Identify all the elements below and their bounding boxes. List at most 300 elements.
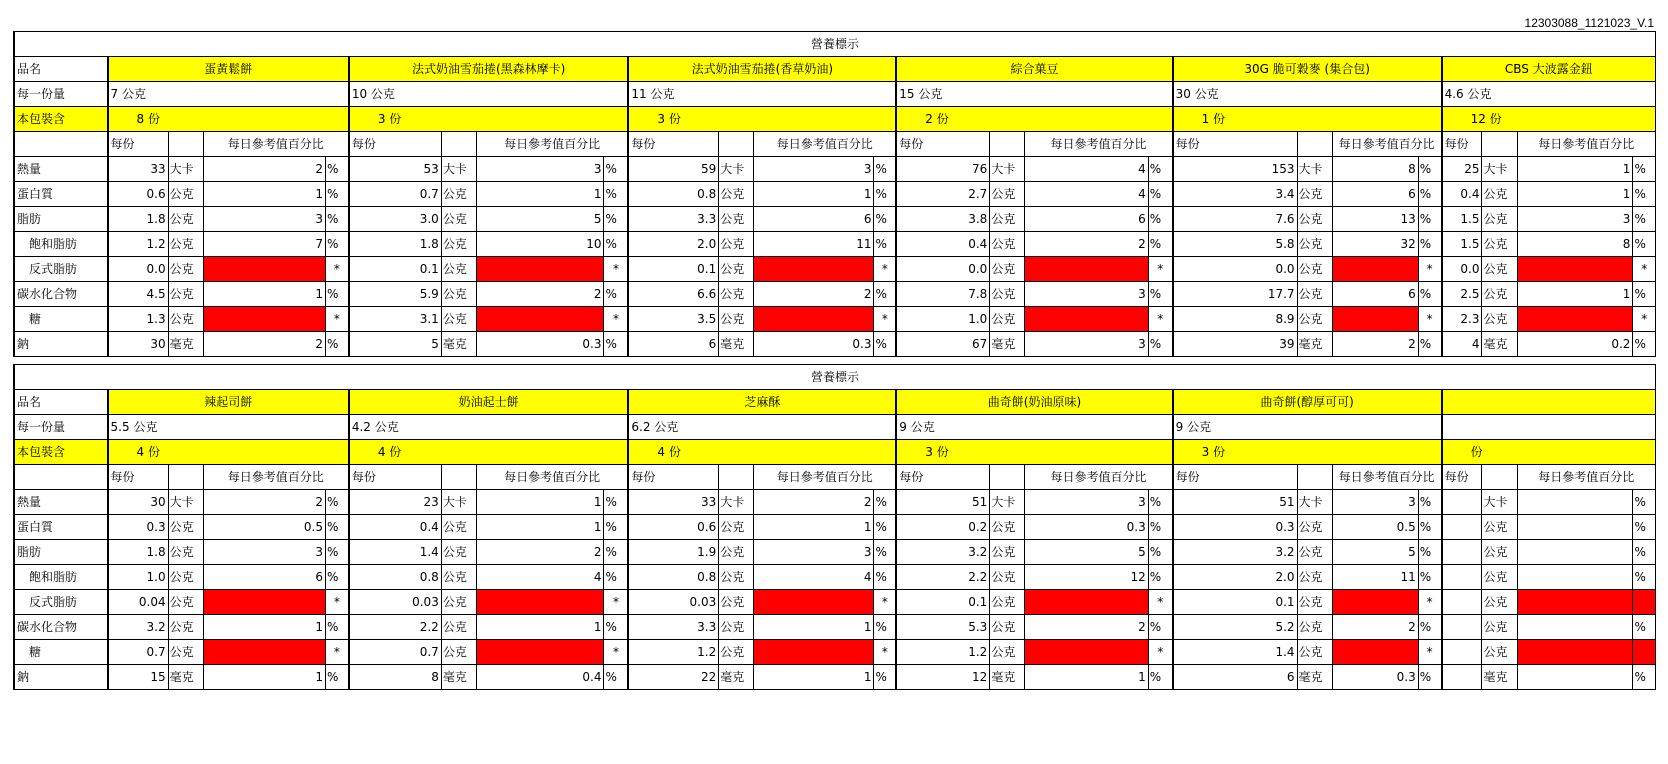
unit-header-blank bbox=[990, 132, 1025, 157]
nutrient-unit: 大卡 bbox=[441, 490, 476, 515]
header-blank bbox=[14, 132, 108, 157]
no-daily-value-fill bbox=[754, 257, 874, 282]
per-serving-header: 每份 bbox=[349, 465, 441, 490]
nutrient-value: 39 bbox=[1173, 332, 1297, 357]
daily-value-percent: 1 bbox=[1517, 157, 1633, 182]
nutrient-unit: 公克 bbox=[1482, 282, 1517, 307]
row-label-name: 品名 bbox=[14, 57, 108, 82]
nutrient-value: 3.8 bbox=[896, 207, 990, 232]
nutrient-value: 0.7 bbox=[108, 640, 169, 665]
nutrient-value: 1.5 bbox=[1442, 232, 1482, 257]
daily-value-header: 每日參考值百分比 bbox=[1517, 465, 1655, 490]
daily-value-percent: 1 bbox=[476, 515, 604, 540]
percent-sign: % bbox=[874, 157, 896, 182]
nutrient-value: 0.6 bbox=[108, 182, 169, 207]
nutrient-value: 33 bbox=[108, 157, 169, 182]
nutrient-label: 脂肪 bbox=[14, 540, 108, 565]
nutrient-unit: 毫克 bbox=[441, 332, 476, 357]
no-daily-value-fill bbox=[476, 307, 604, 332]
product-name: 法式奶油雪茄捲(黑森林摩卡) bbox=[349, 57, 629, 82]
nutrient-unit: 毫克 bbox=[990, 665, 1025, 690]
product-name: 曲奇餅(醇厚可可) bbox=[1173, 390, 1442, 415]
no-daily-value-fill bbox=[476, 640, 604, 665]
row-label-serving-size: 每一份量 bbox=[14, 82, 108, 107]
no-daily-value-mark: * bbox=[604, 640, 628, 665]
serving-size: 30 公克 bbox=[1173, 82, 1442, 107]
percent-sign: % bbox=[604, 565, 628, 590]
nutrient-value: 51 bbox=[896, 490, 990, 515]
unit-header-blank bbox=[1297, 132, 1332, 157]
no-daily-value-fill bbox=[1332, 257, 1418, 282]
per-serving-header: 每份 bbox=[628, 132, 718, 157]
servings-per-pack: 4 份 bbox=[108, 440, 349, 465]
nutrient-value: 6.6 bbox=[628, 282, 718, 307]
percent-sign: % bbox=[325, 615, 348, 640]
product-name: 曲奇餅(奶油原味) bbox=[896, 390, 1172, 415]
daily-value-percent bbox=[1517, 540, 1633, 565]
no-daily-value-fill bbox=[1025, 257, 1148, 282]
nutrient-value: 2.3 bbox=[1442, 307, 1482, 332]
nutrient-unit: 公克 bbox=[990, 615, 1025, 640]
nutrient-unit: 公克 bbox=[719, 257, 754, 282]
percent-sign: % bbox=[325, 665, 348, 690]
percent-sign: % bbox=[1418, 232, 1441, 257]
nutrient-value: 0.2 bbox=[896, 515, 990, 540]
no-daily-value-fill bbox=[203, 307, 325, 332]
percent-sign: % bbox=[1418, 157, 1441, 182]
unit-header-blank bbox=[441, 465, 476, 490]
no-daily-value-fill bbox=[1517, 640, 1633, 665]
daily-value-percent: 2 bbox=[754, 490, 874, 515]
nutrient-unit: 公克 bbox=[990, 307, 1025, 332]
serving-size: 7 公克 bbox=[108, 82, 349, 107]
nutrient-unit: 大卡 bbox=[990, 157, 1025, 182]
no-daily-value-fill bbox=[1332, 640, 1418, 665]
no-daily-value-fill bbox=[203, 640, 325, 665]
per-serving-header: 每份 bbox=[349, 132, 441, 157]
nutrient-unit: 公克 bbox=[1297, 590, 1332, 615]
nutrient-unit: 公克 bbox=[990, 590, 1025, 615]
nutrient-unit: 毫克 bbox=[1482, 665, 1517, 690]
no-daily-value-mark: * bbox=[1148, 307, 1172, 332]
product-name bbox=[1442, 390, 1656, 415]
servings-per-pack: 3 份 bbox=[1173, 440, 1442, 465]
nutrient-value: 1.4 bbox=[349, 540, 441, 565]
daily-value-header: 每日參考值百分比 bbox=[476, 132, 628, 157]
percent-sign: % bbox=[604, 540, 628, 565]
daily-value-percent: 0.4 bbox=[476, 665, 604, 690]
nutrient-unit: 公克 bbox=[719, 565, 754, 590]
nutrient-value: 3.5 bbox=[628, 307, 718, 332]
nutrient-label: 鈉 bbox=[14, 332, 108, 357]
nutrient-value: 0.04 bbox=[108, 590, 169, 615]
per-serving-header: 每份 bbox=[1173, 465, 1297, 490]
nutrient-value: 1.5 bbox=[1442, 207, 1482, 232]
serving-size: 5.5 公克 bbox=[108, 415, 349, 440]
daily-value-percent: 3 bbox=[1517, 207, 1633, 232]
no-daily-value-mark: * bbox=[325, 590, 348, 615]
unit-header-blank bbox=[1482, 132, 1517, 157]
nutrient-unit: 公克 bbox=[1482, 640, 1517, 665]
serving-size: 4.2 公克 bbox=[349, 415, 629, 440]
nutrient-unit: 公克 bbox=[990, 207, 1025, 232]
nutrient-unit: 公克 bbox=[990, 282, 1025, 307]
daily-value-percent: 11 bbox=[754, 232, 874, 257]
product-name: 綜合菓豆 bbox=[896, 57, 1172, 82]
daily-value-percent: 0.3 bbox=[754, 332, 874, 357]
nutrient-label: 脂肪 bbox=[14, 207, 108, 232]
daily-value-percent: 3 bbox=[754, 540, 874, 565]
percent-sign: % bbox=[1418, 540, 1441, 565]
no-daily-value-fill bbox=[476, 257, 604, 282]
nutrient-value: 1.4 bbox=[1173, 640, 1297, 665]
nutrient-unit: 公克 bbox=[1482, 257, 1517, 282]
servings-per-pack: 3 份 bbox=[349, 107, 629, 132]
daily-value-percent: 5 bbox=[1025, 540, 1148, 565]
no-daily-value-mark: * bbox=[874, 307, 896, 332]
nutrient-unit: 公克 bbox=[1482, 232, 1517, 257]
nutrient-unit: 公克 bbox=[441, 232, 476, 257]
nutrient-unit: 公克 bbox=[441, 565, 476, 590]
daily-value-percent: 1 bbox=[754, 665, 874, 690]
nutrient-value: 59 bbox=[628, 157, 718, 182]
daily-value-percent: 6 bbox=[1332, 282, 1418, 307]
no-daily-value-mark: * bbox=[604, 257, 628, 282]
nutrient-value: 33 bbox=[628, 490, 718, 515]
nutrient-unit: 公克 bbox=[990, 515, 1025, 540]
nutrient-value: 76 bbox=[896, 157, 990, 182]
daily-value-percent: 1 bbox=[476, 490, 604, 515]
percent-sign: % bbox=[604, 490, 628, 515]
no-daily-value-mark: * bbox=[1633, 257, 1656, 282]
nutrient-unit: 公克 bbox=[719, 307, 754, 332]
daily-value-percent: 2 bbox=[203, 332, 325, 357]
nutrient-value: 17.7 bbox=[1173, 282, 1297, 307]
percent-sign: % bbox=[1633, 157, 1656, 182]
daily-value-percent: 1 bbox=[1517, 282, 1633, 307]
daily-value-percent: 2 bbox=[1332, 332, 1418, 357]
daily-value-percent: 1 bbox=[1025, 665, 1148, 690]
unit-header-blank bbox=[168, 465, 203, 490]
nutrient-value: 15 bbox=[108, 665, 169, 690]
daily-value-percent: 1 bbox=[203, 665, 325, 690]
daily-value-percent: 3 bbox=[1025, 490, 1148, 515]
percent-sign: % bbox=[1633, 540, 1656, 565]
nutrient-value: 4 bbox=[1442, 332, 1482, 357]
daily-value-percent: 1 bbox=[203, 282, 325, 307]
nutrient-unit: 公克 bbox=[990, 232, 1025, 257]
per-serving-header: 每份 bbox=[896, 465, 990, 490]
nutrition-table-1 bbox=[13, 31, 1656, 357]
no-daily-value-mark: * bbox=[325, 307, 348, 332]
daily-value-percent: 5 bbox=[476, 207, 604, 232]
nutrient-unit: 公克 bbox=[719, 590, 754, 615]
product-name: 30G 脆可穀麥 (集合包) bbox=[1173, 57, 1442, 82]
percent-sign: % bbox=[1148, 565, 1172, 590]
daily-value-percent: 3 bbox=[203, 207, 325, 232]
unit-header-blank bbox=[441, 132, 476, 157]
product-name: 芝麻酥 bbox=[628, 390, 896, 415]
percent-sign: % bbox=[874, 282, 896, 307]
daily-value-header: 每日參考值百分比 bbox=[1332, 465, 1441, 490]
nutrient-value: 2.0 bbox=[628, 232, 718, 257]
nutrient-unit: 公克 bbox=[441, 615, 476, 640]
percent-sign: % bbox=[1418, 615, 1441, 640]
daily-value-percent: 10 bbox=[476, 232, 604, 257]
nutrient-unit: 大卡 bbox=[168, 157, 203, 182]
nutrient-unit: 公克 bbox=[168, 615, 203, 640]
percent-sign: % bbox=[1418, 515, 1441, 540]
percent-sign: % bbox=[325, 332, 348, 357]
daily-value-percent: 1 bbox=[754, 182, 874, 207]
nutrient-unit: 公克 bbox=[441, 207, 476, 232]
product-name: CBS 大波露金鈕 bbox=[1442, 57, 1656, 82]
percent-sign: % bbox=[325, 232, 348, 257]
nutrient-value: 1.2 bbox=[108, 232, 169, 257]
nutrient-value bbox=[1442, 540, 1482, 565]
percent-sign: % bbox=[325, 282, 348, 307]
no-daily-value-mark: * bbox=[325, 257, 348, 282]
percent-sign: % bbox=[1633, 490, 1656, 515]
nutrient-value: 5.2 bbox=[1173, 615, 1297, 640]
no-daily-value-mark: * bbox=[604, 590, 628, 615]
nutrient-unit: 公克 bbox=[990, 565, 1025, 590]
percent-sign: % bbox=[874, 665, 896, 690]
nutrient-unit: 公克 bbox=[441, 182, 476, 207]
nutrient-value: 25 bbox=[1442, 157, 1482, 182]
nutrient-unit: 公克 bbox=[1297, 615, 1332, 640]
nutrient-value: 1.8 bbox=[108, 207, 169, 232]
nutrient-value: 1.8 bbox=[108, 540, 169, 565]
daily-value-percent: 12 bbox=[1025, 565, 1148, 590]
nutrient-unit: 大卡 bbox=[1482, 157, 1517, 182]
nutrient-unit: 公克 bbox=[990, 182, 1025, 207]
no-daily-value-mark: * bbox=[325, 640, 348, 665]
unit-header-blank bbox=[168, 132, 203, 157]
nutrient-unit: 公克 bbox=[1482, 565, 1517, 590]
nutrient-value: 5.3 bbox=[896, 615, 990, 640]
nutrient-unit: 公克 bbox=[168, 540, 203, 565]
daily-value-percent: 2 bbox=[754, 282, 874, 307]
nutrient-unit: 毫克 bbox=[1482, 332, 1517, 357]
nutrient-unit: 公克 bbox=[1482, 182, 1517, 207]
nutrient-value: 153 bbox=[1173, 157, 1297, 182]
product-name: 辣起司餅 bbox=[108, 390, 349, 415]
percent-sign: % bbox=[1148, 490, 1172, 515]
nutrient-unit: 公克 bbox=[1297, 232, 1332, 257]
no-daily-value-fill bbox=[1332, 307, 1418, 332]
percent-sign: % bbox=[1633, 665, 1656, 690]
nutrient-unit: 毫克 bbox=[441, 665, 476, 690]
servings-per-pack: 份 bbox=[1442, 440, 1656, 465]
daily-value-percent: 0.3 bbox=[1332, 665, 1418, 690]
percent-sign: % bbox=[1633, 207, 1656, 232]
nutrient-value: 22 bbox=[628, 665, 718, 690]
daily-value-percent: 13 bbox=[1332, 207, 1418, 232]
percent-sign: % bbox=[1148, 182, 1172, 207]
daily-value-percent: 2 bbox=[203, 157, 325, 182]
nutrient-unit: 公克 bbox=[168, 307, 203, 332]
nutrient-unit: 大卡 bbox=[168, 490, 203, 515]
nutrient-value: 30 bbox=[108, 332, 169, 357]
nutrient-value: 51 bbox=[1173, 490, 1297, 515]
percent-sign: % bbox=[1633, 282, 1656, 307]
section-title: 營養標示 bbox=[14, 365, 1656, 390]
nutrient-value: 2.2 bbox=[896, 565, 990, 590]
percent-sign: % bbox=[874, 182, 896, 207]
nutrient-value: 3.3 bbox=[628, 207, 718, 232]
servings-per-pack: 12 份 bbox=[1442, 107, 1656, 132]
daily-value-percent: 1 bbox=[476, 182, 604, 207]
no-daily-value-mark: * bbox=[874, 590, 896, 615]
percent-sign: % bbox=[1148, 615, 1172, 640]
daily-value-percent: 1 bbox=[203, 182, 325, 207]
nutrient-unit: 公克 bbox=[168, 257, 203, 282]
per-serving-header: 每份 bbox=[108, 465, 169, 490]
nutrient-value: 12 bbox=[896, 665, 990, 690]
percent-sign: % bbox=[874, 615, 896, 640]
nutrient-value: 7.6 bbox=[1173, 207, 1297, 232]
no-daily-value-mark: * bbox=[874, 257, 896, 282]
percent-sign: % bbox=[874, 515, 896, 540]
nutrient-value: 5.9 bbox=[349, 282, 441, 307]
nutrient-value: 1.0 bbox=[896, 307, 990, 332]
daily-value-header: 每日參考值百分比 bbox=[754, 465, 896, 490]
nutrient-unit: 公克 bbox=[1297, 257, 1332, 282]
daily-value-percent: 32 bbox=[1332, 232, 1418, 257]
nutrient-unit: 公克 bbox=[990, 640, 1025, 665]
servings-per-pack: 8 份 bbox=[108, 107, 349, 132]
percent-sign: % bbox=[1633, 515, 1656, 540]
daily-value-percent: 11 bbox=[1332, 565, 1418, 590]
nutrient-value: 8.9 bbox=[1173, 307, 1297, 332]
percent-sign: % bbox=[1633, 182, 1656, 207]
nutrient-value: 6 bbox=[1173, 665, 1297, 690]
no-daily-value-fill bbox=[203, 257, 325, 282]
nutrient-unit: 公克 bbox=[168, 207, 203, 232]
no-daily-value-fill bbox=[203, 590, 325, 615]
nutrient-unit: 公克 bbox=[168, 565, 203, 590]
nutrient-label: 糖 bbox=[14, 307, 108, 332]
nutrient-unit: 公克 bbox=[1297, 182, 1332, 207]
percent-sign: % bbox=[604, 232, 628, 257]
nutrient-label: 反式脂肪 bbox=[14, 590, 108, 615]
nutrient-unit: 大卡 bbox=[990, 490, 1025, 515]
nutrient-label: 飽和脂肪 bbox=[14, 565, 108, 590]
nutrient-value: 5.8 bbox=[1173, 232, 1297, 257]
nutrient-unit: 毫克 bbox=[719, 332, 754, 357]
daily-value-percent: 4 bbox=[476, 565, 604, 590]
nutrient-value: 3.2 bbox=[108, 615, 169, 640]
nutrient-value: 3.4 bbox=[1173, 182, 1297, 207]
nutrient-unit: 公克 bbox=[441, 307, 476, 332]
nutrient-unit: 毫克 bbox=[1297, 332, 1332, 357]
daily-value-percent: 5 bbox=[1332, 540, 1418, 565]
no-daily-value-mark: * bbox=[1633, 307, 1656, 332]
row-label-servings-per-pack: 本包裝含 bbox=[14, 107, 108, 132]
no-daily-value-mark: * bbox=[1418, 640, 1441, 665]
unit-header-blank bbox=[719, 465, 754, 490]
nutrient-value bbox=[1442, 565, 1482, 590]
nutrient-value: 0.4 bbox=[896, 232, 990, 257]
no-daily-value-mark: * bbox=[1418, 307, 1441, 332]
product-name: 法式奶油雪茄捲(香草奶油) bbox=[628, 57, 896, 82]
nutrient-value: 3.1 bbox=[349, 307, 441, 332]
daily-value-percent bbox=[1517, 565, 1633, 590]
nutrient-unit: 公克 bbox=[990, 257, 1025, 282]
nutrient-unit: 公克 bbox=[1482, 590, 1517, 615]
nutrient-value bbox=[1442, 665, 1482, 690]
no-daily-value-mark: * bbox=[1148, 640, 1172, 665]
percent-sign: % bbox=[874, 332, 896, 357]
nutrient-unit: 公克 bbox=[168, 590, 203, 615]
serving-size: 4.6 公克 bbox=[1442, 82, 1656, 107]
daily-value-header: 每日參考值百分比 bbox=[754, 132, 896, 157]
nutrient-unit: 公克 bbox=[719, 207, 754, 232]
nutrient-label: 碳水化合物 bbox=[14, 282, 108, 307]
nutrient-unit: 公克 bbox=[1297, 640, 1332, 665]
no-daily-value-fill bbox=[1517, 257, 1633, 282]
daily-value-header: 每日參考值百分比 bbox=[1517, 132, 1655, 157]
nutrient-unit: 毫克 bbox=[168, 665, 203, 690]
daily-value-percent: 7 bbox=[203, 232, 325, 257]
daily-value-percent: 0.3 bbox=[1025, 515, 1148, 540]
servings-per-pack: 3 份 bbox=[896, 440, 1172, 465]
nutrient-value: 3.3 bbox=[628, 615, 718, 640]
nutrient-value: 0.3 bbox=[108, 515, 169, 540]
nutrient-value: 1.9 bbox=[628, 540, 718, 565]
nutrient-value: 6 bbox=[628, 332, 718, 357]
nutrient-unit: 公克 bbox=[1297, 565, 1332, 590]
nutrient-value: 1.2 bbox=[896, 640, 990, 665]
nutrient-unit: 公克 bbox=[441, 282, 476, 307]
daily-value-percent: 2 bbox=[1025, 232, 1148, 257]
daily-value-percent: 6 bbox=[203, 565, 325, 590]
percent-sign: % bbox=[874, 540, 896, 565]
unit-header-blank bbox=[990, 465, 1025, 490]
percent-sign: % bbox=[874, 207, 896, 232]
nutrient-value bbox=[1442, 615, 1482, 640]
nutrient-value bbox=[1442, 640, 1482, 665]
percent-sign: % bbox=[325, 515, 348, 540]
percent-sign: % bbox=[1418, 182, 1441, 207]
no-daily-value-fill bbox=[1025, 640, 1148, 665]
nutrient-value: 0.3 bbox=[1173, 515, 1297, 540]
nutrient-unit: 大卡 bbox=[1297, 157, 1332, 182]
percent-sign: % bbox=[1418, 332, 1441, 357]
nutrient-value bbox=[1442, 590, 1482, 615]
percent-sign: % bbox=[1148, 515, 1172, 540]
nutrient-value: 2.0 bbox=[1173, 565, 1297, 590]
nutrient-label: 蛋白質 bbox=[14, 515, 108, 540]
nutrient-value: 0.8 bbox=[349, 565, 441, 590]
daily-value-percent: 3 bbox=[203, 540, 325, 565]
daily-value-percent: 1 bbox=[1517, 182, 1633, 207]
percent-sign: % bbox=[1418, 282, 1441, 307]
no-daily-value-fill bbox=[754, 640, 874, 665]
daily-value-percent: 1 bbox=[754, 515, 874, 540]
nutrient-unit: 公克 bbox=[719, 232, 754, 257]
percent-sign: % bbox=[325, 182, 348, 207]
daily-value-percent: 0.2 bbox=[1517, 332, 1633, 357]
nutrient-unit: 公克 bbox=[168, 640, 203, 665]
no-daily-value-mark: * bbox=[1418, 257, 1441, 282]
nutrient-value: 0.0 bbox=[1173, 257, 1297, 282]
nutrient-unit: 公克 bbox=[719, 282, 754, 307]
serving-size bbox=[1442, 415, 1656, 440]
nutrient-value: 7.8 bbox=[896, 282, 990, 307]
daily-value-percent: 3 bbox=[1025, 332, 1148, 357]
